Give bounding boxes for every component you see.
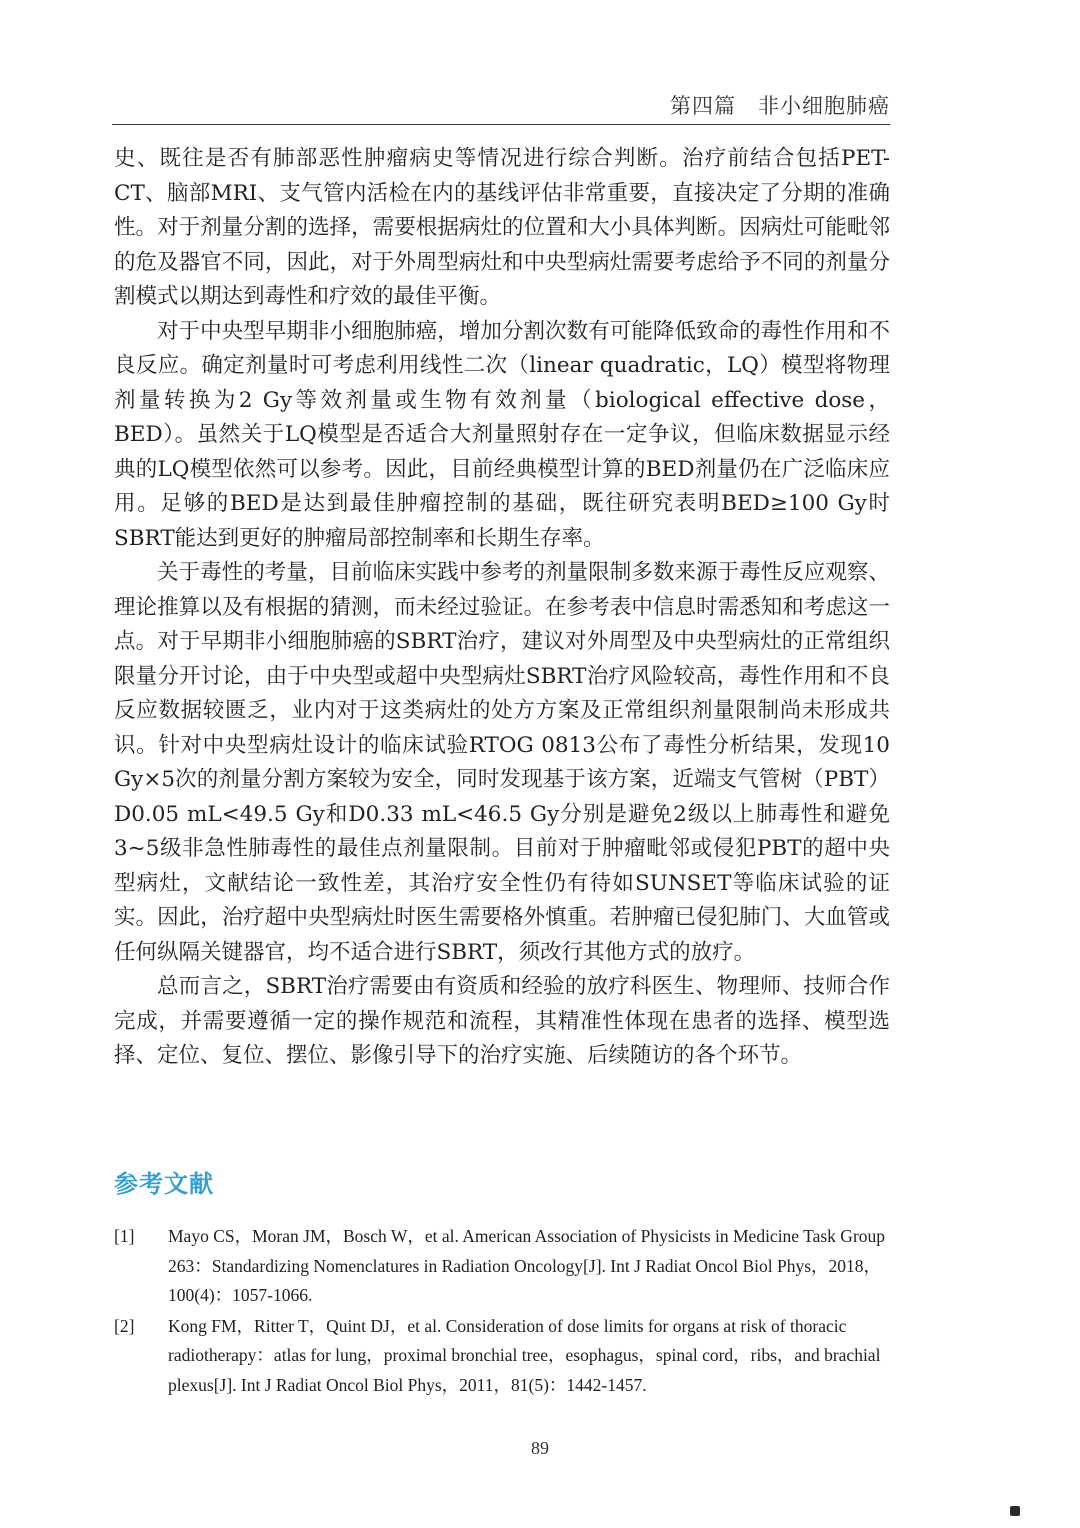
paragraph-continued: 史、既往是否有肺部恶性肿瘤病史等情况进行综合判断。治疗前结合包括PET-CT、脑部MRI、支气管内活检在内的基线评估非常重要，直接决定了分期的准确性。对于剂量分割的选择，需要根据病灶的位置和大小具体判断。因病灶可能毗邻的危及器官不同，因此，对于外周型病灶和中央型病灶需要考虑给予不同的剂量分割模式以期达到毒性和疗效的最佳平衡。 (114, 146, 890, 309)
paragraph: 总而言之，SBRT治疗需要由有资质和经验的放疗科医生、物理师、技师合作完成，并需要遵循一定的操作规范和流程，其精准性体现在患者的选择、模型选择、定位、复位、摆位、影像引导下的治疗实施、后续随访的各个环节。 (114, 974, 890, 1068)
references-heading: 参考文献 (114, 1170, 214, 1198)
page-number: 89 (531, 1438, 549, 1458)
reference-text: Kong FM，Ritter T，Quint DJ，et al. Consideration of dose limits for organs at risk of thoracic radiotherapy：atlas for lung，proximal bronchial tree，esophagus，spinal cord，ribs，and brachial plexus[J]. Int J Radiat Oncol Biol Phys，2011，81(5)：1442-1457. (168, 1315, 881, 1395)
references-list (114, 1222, 892, 1401)
running-header (112, 88, 890, 125)
paragraph: 对于中央型早期非小细胞肺癌，增加分割次数有可能降低致命的毒性作用和不良反应。确定剂量时可考虑利用线性二次（linear quadratic，LQ）模型将物理剂量转换为2 Gy等效剂量或生物有效剂量（biological effective dose，BED）。虽然关于LQ模型是否适合大剂量照射存在一定争议，但临床数据显示经典的LQ模型依然可以参考。因此，目前经典模型计算的BED剂量仍在广泛临床应用。足够的BED是达到最佳肿瘤控制的基础，既往研究表明BED≥100 Gy时SBRT能达到更好的肿瘤局部控制率和长期生存率。 (114, 318, 890, 551)
scanner-logo-icon (1010, 1506, 1020, 1516)
reference-number: [2] (114, 1315, 135, 1336)
paragraph: 关于毒性的考量，目前临床实践中参考的剂量限制多数来源于毒性反应观察、理论推算以及有根据的猜测，而未经过验证。在参考表中信息时需悉知和考虑这一点。对于早期非小细胞肺癌的SBRT治疗，建议对外周型及中央型病灶的正常组织限量分开讨论，由于中央型或超中央型病灶SBRT治疗风险较高，毒性作用和不良反应数据较匮乏，业内对于这类病灶的处方方案及正常组织剂量限制尚未形成共识。针对中央型病灶设计的临床试验RTOG 0813公布了毒性分析结果，发现10 Gy×5次的剂量分割方案较为安全，同时发现基于该方案，近端支气管树（PBT）D0.05 mL<49.5 Gy和D0.33 mL<46.5 Gy分别是避免2级以上肺毒性和避免3~5级非急性肺毒性的最佳点剂量限制。目前对于肿瘤毗邻或侵犯PBT的超中央型病灶，文献结论一致性差，其治疗安全性仍有待如SUNSET等临床试验的证实。因此，治疗超中央型病灶时医生需要格外慎重。若肿瘤已侵犯肺门、大血管或任何纵隔关键器官，均不适合进行SBRT，须改行其他方式的放疗。 (114, 560, 890, 965)
reference-text: Mayo CS，Moran JM，Bosch W，et al. American Association of Physicists in Medicine Task Group 263：Standardizing Nomenclatures in Radiation Oncology[J]. Int J Radiat Oncol Biol Phys，2018，100(4)：1057-1066. (168, 1226, 886, 1305)
chapter-title: 第四篇 非小细胞肺癌 (670, 94, 890, 118)
reference-item (114, 1312, 892, 1401)
reference-number: [1] (114, 1226, 135, 1246)
reference-item (114, 1222, 892, 1311)
body-text (114, 142, 890, 1074)
scanner-watermark (1010, 1504, 1072, 1520)
